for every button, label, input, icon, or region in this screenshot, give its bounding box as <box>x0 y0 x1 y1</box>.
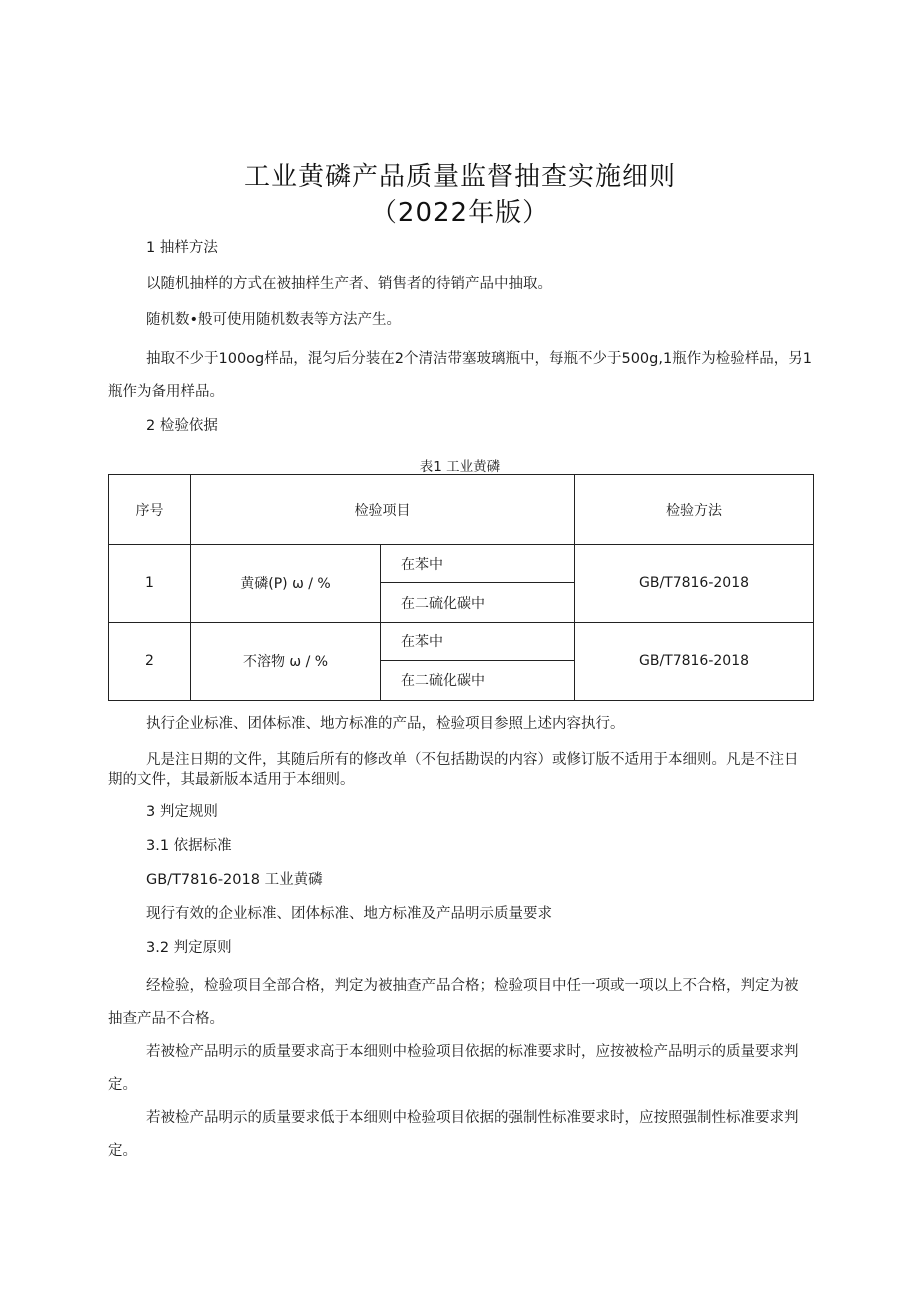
section-heading-judgement: 3 判定规则 <box>146 804 218 820</box>
inspection-table <box>108 474 813 701</box>
table-row <box>109 545 814 583</box>
header-seq: 序号 <box>109 475 191 545</box>
table-caption: 表1 工业黄磷 <box>419 459 501 475</box>
document-subtitle-year: （2022年版） <box>370 198 550 228</box>
row-seq: 1 <box>109 545 191 622</box>
row-method: GB/T7816-2018 <box>575 545 814 622</box>
subsection-heading-standards: 3.1 依据标准 <box>146 838 232 854</box>
row-sub-item: 在二硫化碳中 <box>381 660 575 700</box>
paragraph-enterprise-standard-note: 执行企业标准、团体标准、地方标准的产品，检验项目参照上述内容执行。 <box>146 716 625 732</box>
table-row <box>109 622 814 660</box>
row-sub-item: 在苯中 <box>381 545 575 583</box>
row-item: 不溶物 ω / % <box>191 622 381 700</box>
paragraph-principle-pass-fail: 经检验，检验项目全部合格，判定为被抽查产品合格；检验项目中任一项或一项以上不合格，判定为被抽查产品不合格。 <box>108 978 799 1027</box>
section-heading-sampling: 1 抽样方法 <box>146 240 218 256</box>
row-sub-item: 在苯中 <box>381 622 575 660</box>
standard-item: GB/T7816-2018 工业黄磷 <box>146 872 323 888</box>
row-seq: 2 <box>109 622 191 700</box>
paragraph-dated-reference-note: 凡是注日期的文件，其随后所有的修改单（不包括勘误的内容）或修订版不适用于本细则。凡是不注日期的文件，其最新版本适用于本细则。 <box>108 752 799 788</box>
header-method: 检验方法 <box>575 475 814 545</box>
row-item: 黄磷(P) ω / % <box>191 545 381 622</box>
paragraph-principle-lower-requirement: 若被检产品明示的质量要求低于本细则中检验项目依据的强制性标准要求时，应按照强制性标准要求判定。 <box>108 1110 799 1159</box>
section-heading-basis: 2 检验依据 <box>146 418 218 434</box>
row-sub-item: 在二硫化碳中 <box>381 583 575 622</box>
paragraph-random-number: 随机数•般可使用随机数表等方法产生。 <box>146 312 402 328</box>
paragraph-principle-higher-requirement: 若被检产品明示的质量要求高于本细则中检验项目依据的标准要求时，应按被检产品明示的质量要求判定。 <box>108 1044 799 1093</box>
subsection-heading-principles: 3.2 判定原则 <box>146 940 232 956</box>
document-title: 工业黄磷产品质量监督抽查实施细则 <box>243 162 676 192</box>
table-header-row <box>109 475 814 545</box>
row-method: GB/T7816-2018 <box>575 622 814 700</box>
standard-item: 现行有效的企业标准、团体标准、地方标准及产品明示质量要求 <box>146 906 552 922</box>
header-item: 检验项目 <box>191 475 575 545</box>
paragraph-sampling-method: 以随机抽样的方式在被抽样生产者、销售者的待销产品中抽取。 <box>146 276 552 292</box>
paragraph-sample-quantity: 抽取不少于100og样品，混匀后分装在2个清洁带塞玻璃瓶中，每瓶不少于500g,1瓶作为检验样品，另1瓶作为备用样品。 <box>108 351 812 400</box>
